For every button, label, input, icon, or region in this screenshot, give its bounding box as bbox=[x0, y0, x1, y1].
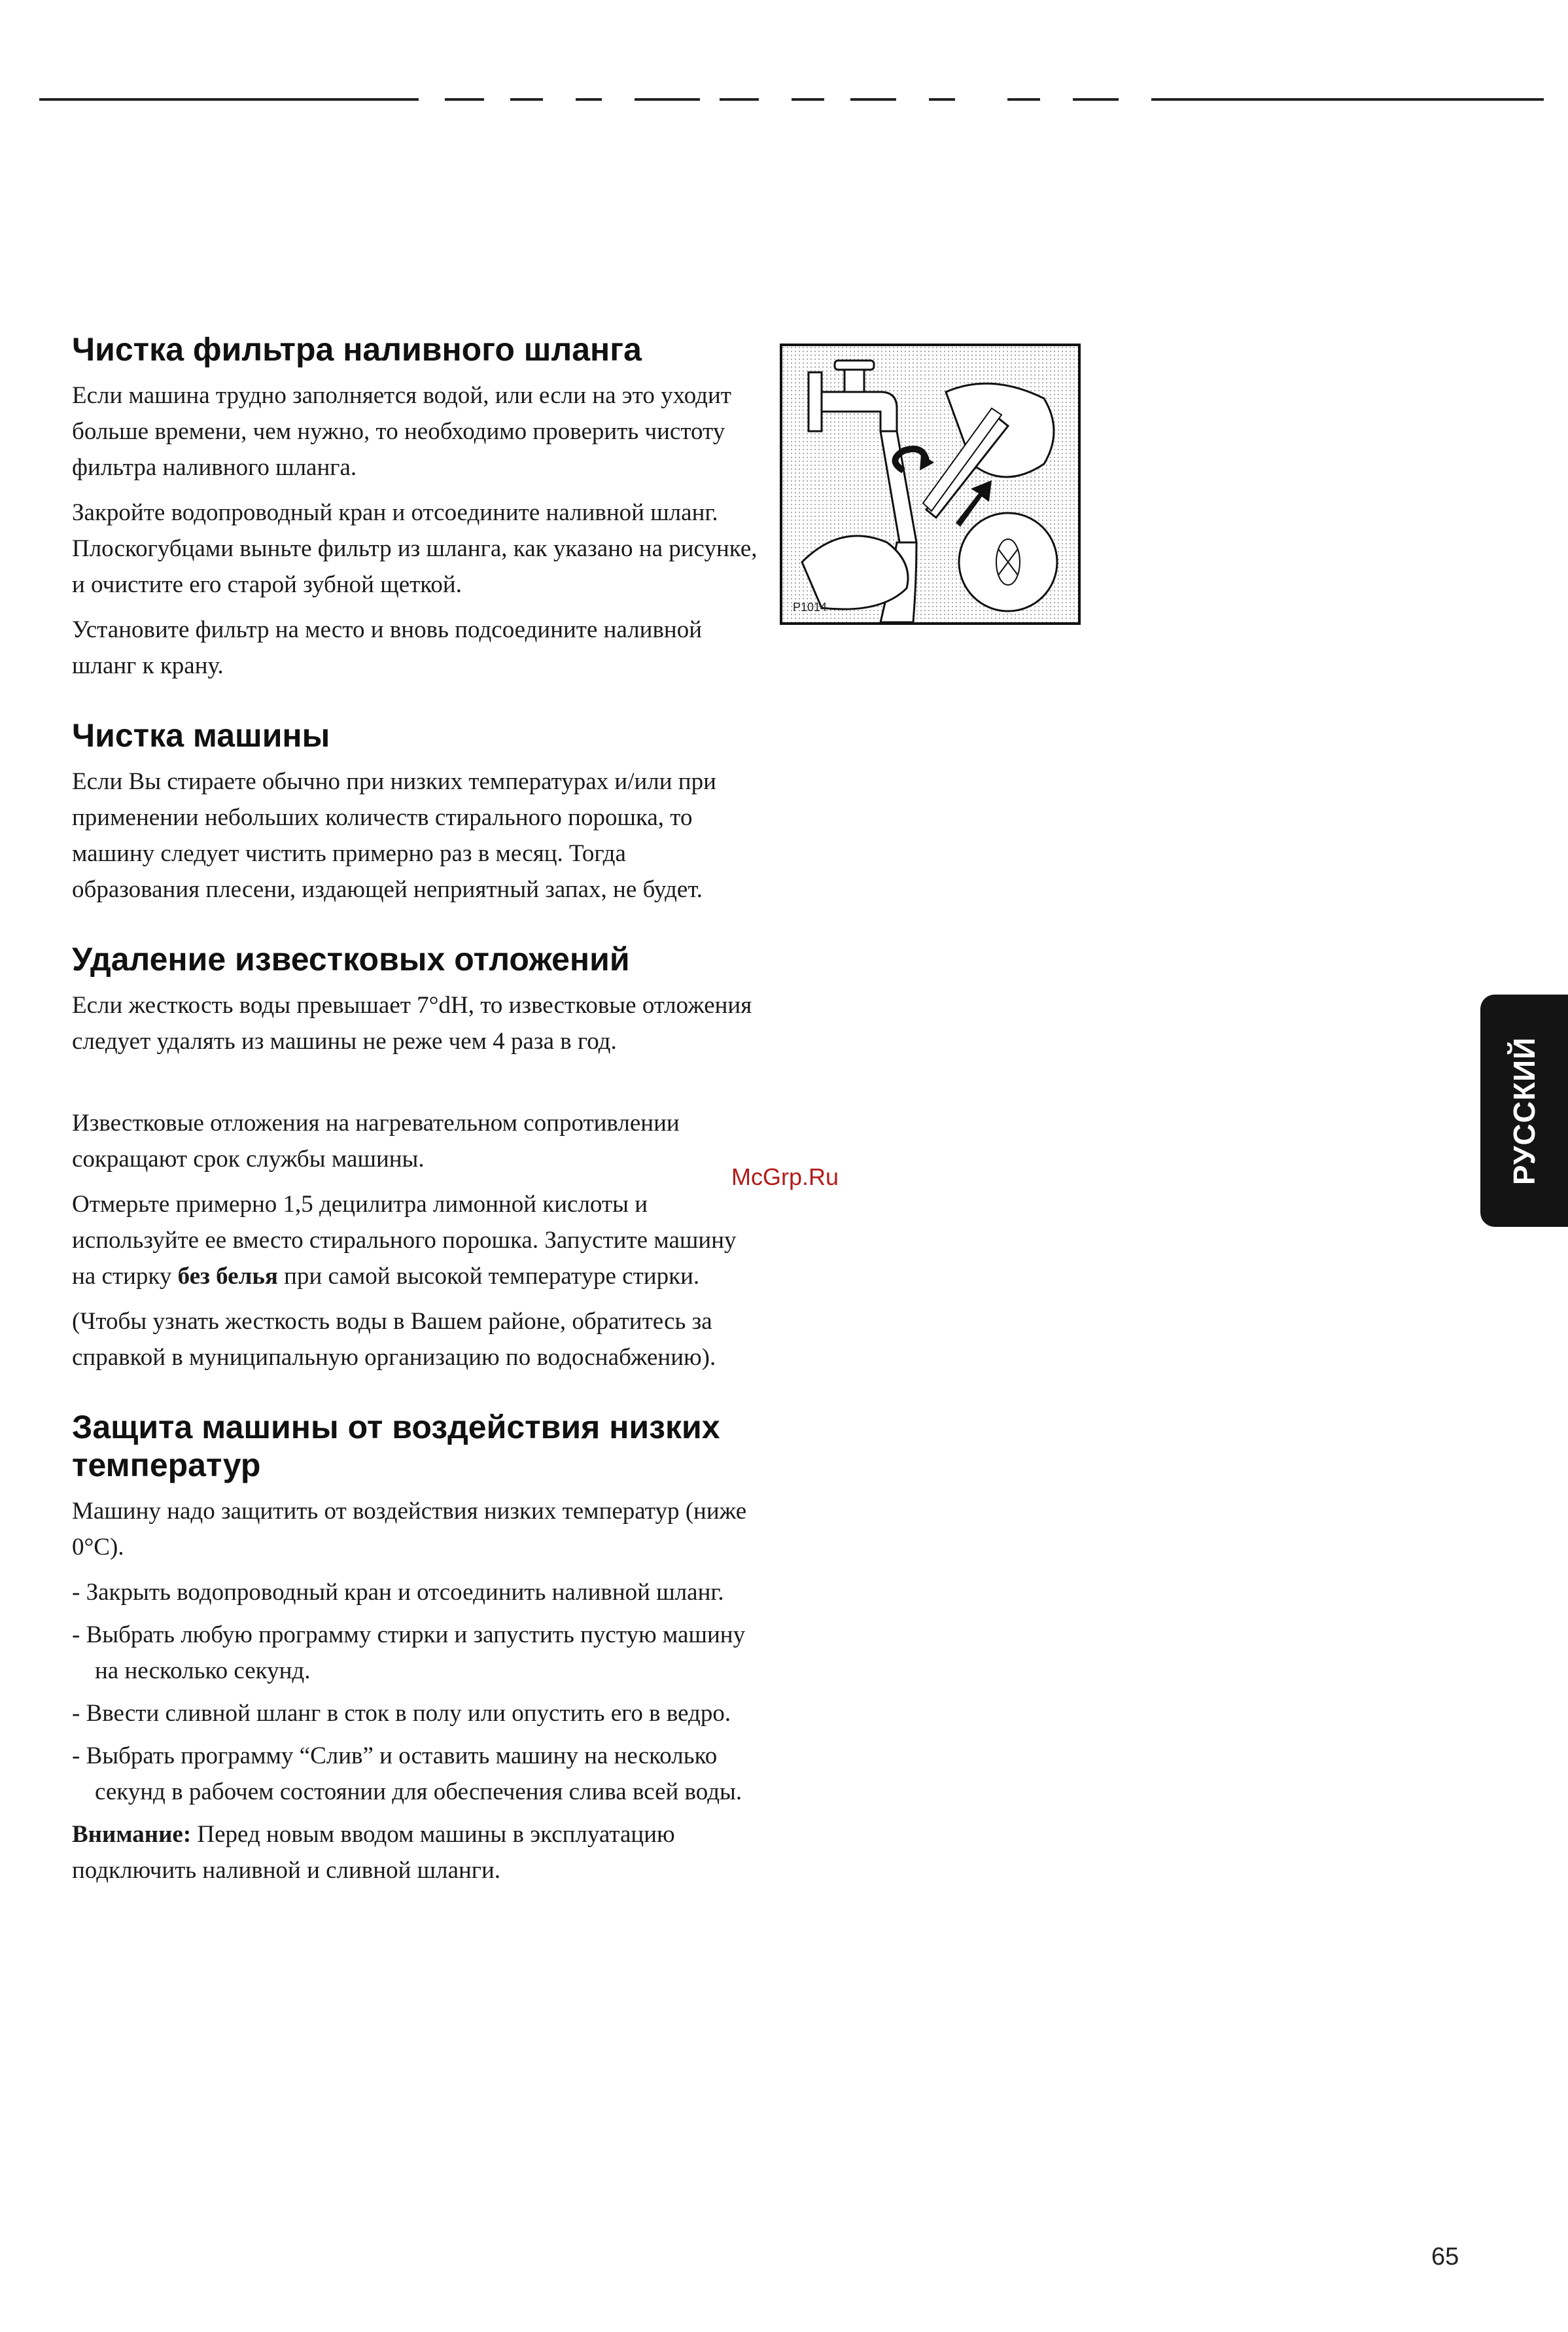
top-rule bbox=[635, 98, 700, 101]
section-machine-cleaning bbox=[72, 716, 759, 908]
paragraph: Если жесткость воды превышает 7°dH, то известковые отложения следует удалять из машины не реже чем 4 раза в год. bbox=[72, 992, 752, 1055]
top-rule bbox=[576, 98, 602, 101]
top-rule bbox=[1073, 98, 1119, 101]
section-title: Удаление известковых отложений bbox=[72, 941, 630, 978]
paragraph: Известковые отложения на нагревательном сопротивлении сокращают срок службы машины. bbox=[72, 1110, 680, 1173]
top-rule bbox=[720, 98, 759, 101]
top-rule bbox=[1007, 98, 1040, 101]
top-rule bbox=[39, 98, 419, 101]
paragraph: Установите фильтр на место и вновь подсоедините наливной шланг к крану. bbox=[72, 616, 703, 679]
language-tab-label: РУССКИЙ bbox=[1507, 1036, 1541, 1185]
list-item: - Закрыть водопроводный кран и отсоединить наливной шланг. bbox=[72, 1579, 724, 1606]
paragraph-text: Отмерьте примерно 1,5 децилитра лимонной кислоты и используйте ее вместо стирального порошка. Запустите машину на стирку bbox=[72, 1191, 737, 1290]
section-frost-protection bbox=[72, 1408, 759, 1888]
paragraph: Если Вы стираете обычно при низких температурах и/или при применении небольших количеств стирального порошка, то машину следует чистить примерно раз в месяц. Тогда образования плесени, издающей неприятный запах, не будет. bbox=[72, 768, 716, 903]
paragraph: (Чтобы узнать жесткость воды в Вашем районе, обратитесь за справкой в муниципальную организацию по водоснабжению). bbox=[72, 1308, 716, 1371]
filter-removal-illustration bbox=[780, 344, 1081, 625]
top-rule bbox=[929, 98, 955, 101]
list-item: - Ввести сливной шланг в сток в полу или опустить его в ведро. bbox=[72, 1700, 731, 1727]
page-number: 65 bbox=[1431, 2243, 1459, 2270]
section-title: Защита машины от воздействия низких температур bbox=[72, 1409, 720, 1483]
list-item: - Выбрать программу “Слив” и оставить машину на несколько секунд в рабочем состоянии для обеспечения слива всей воды. bbox=[72, 1742, 742, 1805]
paragraph: Машину надо защитить от воздействия низких температур (ниже 0°С). bbox=[72, 1498, 747, 1561]
top-rule bbox=[792, 98, 824, 101]
section-filter-cleaning bbox=[72, 330, 759, 684]
watermark: McGrp.Ru bbox=[731, 1163, 839, 1190]
top-rule bbox=[1151, 98, 1544, 101]
top-rule bbox=[850, 98, 896, 101]
paragraph-text: при самой высокой температуре стирки. bbox=[284, 1263, 700, 1290]
language-tab bbox=[1480, 995, 1568, 1227]
document-column bbox=[72, 330, 759, 1921]
section-descaling bbox=[72, 940, 759, 1375]
figure-code: P1014 bbox=[793, 601, 828, 614]
top-rule bbox=[510, 98, 543, 101]
paragraph bbox=[72, 1186, 759, 1294]
note-label: Внимание: bbox=[72, 1821, 192, 1848]
paragraph: Если машина трудно заполняется водой, или если на это уходит больше времени, чем нужно, то необходимо проверить чистоту фильтра наливного шланга. bbox=[72, 382, 731, 481]
list-item: - Выбрать любую программу стирки и запустить пустую машину на несколько секунд. bbox=[72, 1621, 746, 1684]
paragraph: Закройте водопроводный кран и отсоедините наливной шланг. Плоскогубцами выньте фильтр из шланга, как указано на рисунке, и очистите его старой зубной щеткой. bbox=[72, 499, 758, 598]
section-title: Чистка фильтра наливного шланга bbox=[72, 331, 642, 368]
emphasis-text: без белья bbox=[177, 1263, 278, 1290]
illustration-drawing bbox=[782, 346, 1078, 622]
note bbox=[72, 1816, 759, 1888]
note-text: Перед новым вводом машины в эксплуатацию подключить наливной и сливной шланги. bbox=[72, 1821, 675, 1884]
section-title: Чистка машины bbox=[72, 717, 330, 754]
top-rule bbox=[445, 98, 484, 101]
